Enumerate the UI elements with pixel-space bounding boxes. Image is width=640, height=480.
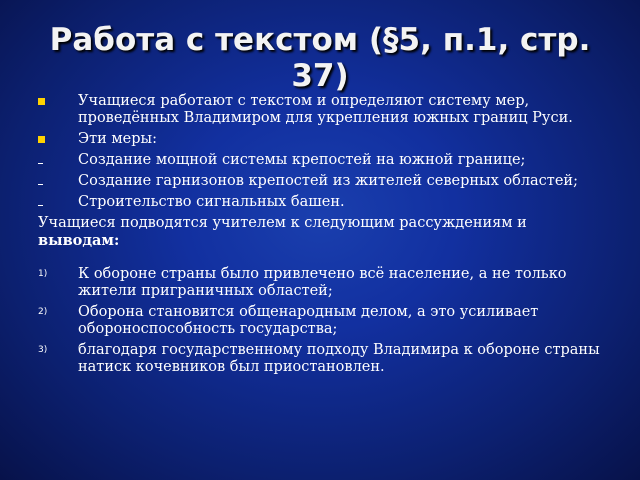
lead-paragraph [38, 215, 608, 250]
bullet-text: Эти меры: [78, 131, 157, 147]
dash-bullet-icon [38, 194, 43, 211]
square-bullet-icon [38, 93, 45, 110]
list-item [38, 131, 608, 148]
square-bullet-icon [38, 131, 45, 148]
lead-text: Учащиеся подводятся учителем к следующим рассуждениям и [38, 215, 527, 231]
list-item [38, 266, 608, 300]
lead-bold-text: выводам: [38, 232, 120, 249]
list-item [38, 342, 608, 376]
list-item [38, 304, 608, 338]
conclusion-text: благодаря государственному подходу Владимира к обороне страны натиск кочевников был приостановлен. [78, 342, 600, 375]
bullet-text: Учащиеся работают с текстом и определяют систему мер, проведённых Владимиром для укрепления южных границ Руси. [78, 93, 573, 126]
number-marker: 1) [38, 269, 48, 279]
list-item [38, 194, 608, 211]
number-marker: 3) [38, 345, 48, 355]
conclusion-text: Оборона становится общенародным делом, а это усиливает обороноспособность государства; [78, 304, 539, 337]
measure-text: Строительство сигнальных башен. [78, 194, 345, 210]
conclusions-list [38, 266, 608, 376]
conclusion-text: К обороне страны было привлечено всё население, а не только жители приграничных областей; [78, 266, 567, 299]
number-marker: 2) [38, 307, 48, 317]
dash-bullet-icon [38, 152, 43, 169]
list-item [38, 152, 608, 169]
list-item [38, 93, 608, 127]
list-item [38, 173, 608, 190]
slide-title: Работа с текстом (§5, п.1, стр. 37) [49, 22, 591, 94]
intro-list [38, 93, 608, 211]
measure-text: Создание мощной системы крепостей на южной границе; [78, 152, 526, 168]
dash-bullet-icon [38, 173, 43, 190]
slide-content [38, 93, 608, 380]
measure-text: Создание гарнизонов крепостей из жителей северных областей; [78, 173, 578, 189]
